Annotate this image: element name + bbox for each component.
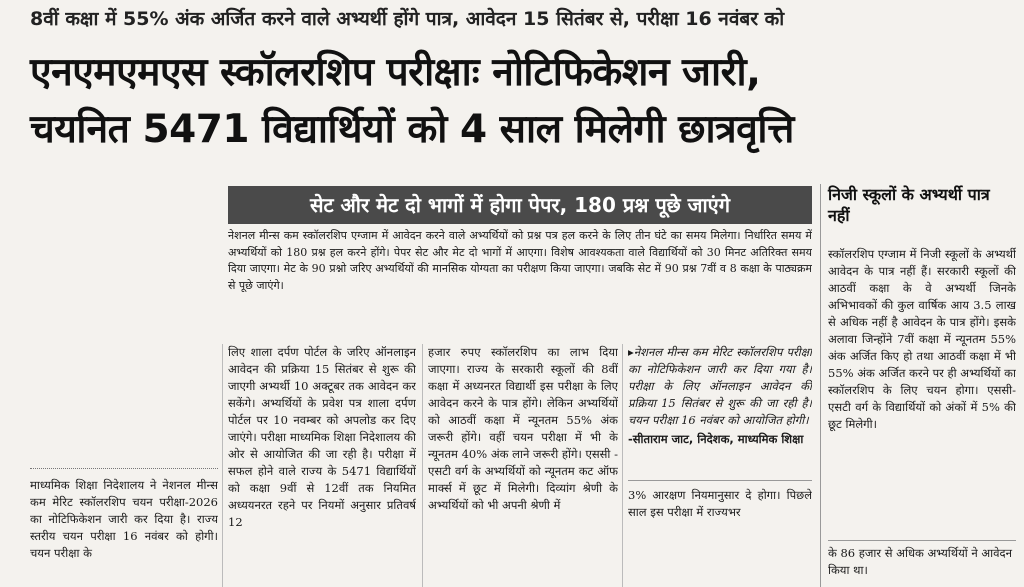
quote-author: -सीताराम जाट, निदेशक, माध्यमिक शिक्षा [628, 432, 804, 446]
column-a-text: लिए शाला दर्पण पोर्टल के जरिए ऑनलाइन आवेदन की प्रक्रिया 15 सितंबर से शुरू की जाएगी अभ्यर्थी 10 अक्टूबर तक आवेदन कर सकेंगे। अभ्यर्थियों के प्रवेश पत्र शाला दर्पण पोर्टल पर 10 नवम्बर को अपलोड कर दिए जाएंगे। परीक्षा माध्यमिक शिक्षा निदेशालय की ओर से आयोजित की जा रही है। परीक्षा में सफल होने वाले राज्य के 5471 विद्यार्थियों को कक्षा 9वीं से 12वीं तक नियमित अध्ययनरत रहने पर नियमों अनुसार प्रतिवर्ष 12 [228, 345, 416, 529]
headline-line-2: चयनित 5471 विद्यार्थियों को 4 साल मिलेगी छात्रवृत्ति [30, 107, 794, 152]
headline [30, 44, 1020, 158]
kicker-line: 8वीं कक्षा में 55% अंक अर्जित करने वाले अभ्यर्थी होंगे पात्र, आवेदन 15 सितंबर से, परीक्षा 16 नवंबर को [30, 8, 785, 30]
column-c-footer: 3% आरक्षण नियमानुसार दे होगा। पिछले साल इस परीक्षा में राज्यभर [628, 488, 812, 519]
sidebar-divider [820, 184, 821, 587]
sidebar-footer: के 86 हजार से अधिक अभ्यर्थियों ने आवेदन किया था। [828, 540, 1016, 587]
sidebar-title: निजी स्कूलों के अभ्यर्थी पात्र नहीं [828, 185, 990, 225]
column-divider [422, 344, 423, 587]
column-divider [222, 344, 223, 587]
quote-text: ▸नेशनल मीन्स कम मेरिट स्कॉलरशिप परीक्षा का नोटिफिकेशन जारी कर दिया गया है। परीक्षा के लिए ऑनलाइन आवेदन की प्रक्रिया 15 सितंबर से शुरू की जा रही है। चयन परीक्षा 16 नवंबर को आयोजित होगी। [628, 345, 812, 427]
column-divider [622, 344, 623, 587]
left-column-text: माध्यमिक शिक्षा निदेशालय ने नेशनल मीन्स कम मेरिट स्कॉलरशिप चयन परीक्षा-2026 का नोटिफिकेशन जारी कर दिया है। राज्य स्तरीय चयन परीक्षा 16 नवंबर को होगी। चयन परीक्षा के [30, 468, 218, 587]
sidebar-body: स्कॉलरशिप एग्जाम में निजी स्कूलों के अभ्यर्थी आवेदन के पात्र नहीं हैं। सरकारी स्कूलों की आठवीं कक्षा के वे अभ्यर्थी जिनके अभिभावकों की कुल वार्षिक आय 3.5 लाख से अधिक नहीं है आवेदन के पात्र होंगे। इसके अलावा जिन्होंने 7वीं कक्षा में न्यूनतम 55% अंक अर्जित किए हो तथा आठवीं कक्षा में भी 55% अंक अर्जित करने पर ही अभ्यर्थियों का स्कॉलरशिप के लिए चयन होगा। एससी- एसटी वर्ग के विद्यार्थियों को अंकों में 5% की छूट मिलेगी। [828, 247, 1016, 431]
column-b-text: हजार रुपए स्कॉलरशिप का लाभ दिया जाएगा। राज्य के सरकारी स्कूलों की 8वीं कक्षा में अध्यनरत विद्यार्थी इस परीक्षा के लिए आवेदन करने के पात्र होंगे। लेकिन अभ्यर्थियों को आठवीं कक्षा में न्यूनतम 55% अंक जरूरी होंगे। वहीं चयन परीक्षा में भी के न्यूनतम 40% अंक लाने जरूरी होंगे। एससी - एसटी वर्ग के अभ्यर्थियों को न्यूनतम कट ऑफ मार्क्स में छूट में मिलेगी। दिव्यांग श्रेणी के अभ्यर्थियों को भी अपनी श्रेणी में [428, 345, 618, 512]
subheadline-band: सेट और मेट दो भागों में होगा पेपर, 180 प्रश्न पूछे जाएंगे [228, 186, 812, 224]
intro-paragraph: नेशनल मीन्स कम स्कॉलरशिप एग्जाम में आवेदन करने वाले अभ्यर्थियों को प्रश्न पत्र हल करने के लिए तीन घंटे का समय मिलेगा। निर्धारित समय में अभ्यर्थियों को 180 प्रश्न हल करने होंगे। पेपर सेट और मेट दो भागों में आएगा। विशेष आवश्यकता वाले विद्यार्थियों को 30 मिनट अतिरिक्त समय दिया जाएगा। मेट के 90 प्रश्नो जरिए अभ्यर्थियों की मानसिक योग्यता का परीक्षण किया जाएगा। जबकि सेट में 90 प्रश्न 7वीं व 8 कक्षा के पाठ्यक्रम से पूछे जाएंगे। [228, 229, 812, 292]
column-c [628, 344, 812, 587]
headline-line-1: एनएमएमएस स्कॉलरशिप परीक्षाः नोटिफिकेशन जारी, [30, 50, 761, 95]
quote-divider [628, 480, 812, 481]
